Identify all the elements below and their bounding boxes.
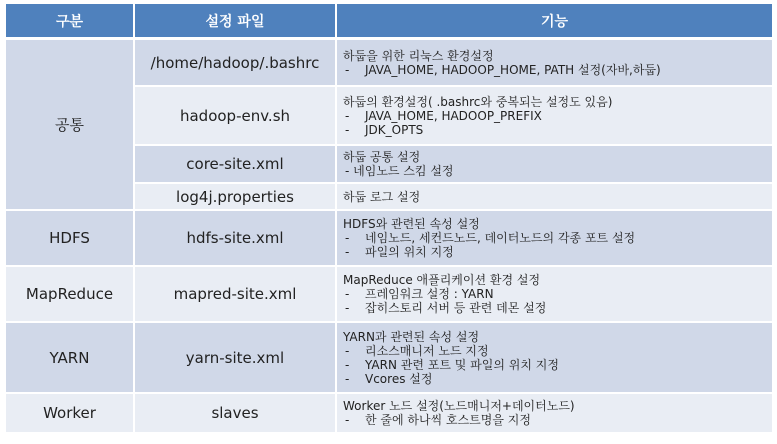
hadoop-config-table bbox=[6, 4, 772, 434]
function-item: - YARN 관련 포트 및 파일의 위치 지정 bbox=[345, 357, 559, 372]
function-item: - 네임노드, 세컨드노드, 데이터노드의 각종 포트 설정 bbox=[345, 231, 636, 245]
config-file-cell: hadoop-env.sh bbox=[135, 87, 337, 146]
config-table-container bbox=[6, 4, 772, 434]
function-item: - JDK_OPTS bbox=[345, 122, 424, 137]
category-cell: 공통 bbox=[6, 40, 135, 211]
table-row bbox=[6, 211, 772, 267]
header-function: 기능 bbox=[337, 4, 772, 40]
config-file-cell: core-site.xml bbox=[135, 146, 337, 184]
table-row bbox=[6, 323, 772, 394]
function-cell bbox=[337, 323, 772, 394]
function-cell bbox=[337, 394, 772, 434]
function-item: - 프레임워크 설정 : YARN bbox=[345, 287, 494, 301]
function-title: MapReduce 애플리케이션 환경 설정 bbox=[343, 273, 541, 287]
category-cell: MapReduce bbox=[6, 267, 135, 323]
function-item: - JAVA_HOME, HADOOP_PREFIX bbox=[345, 108, 542, 123]
function-cell bbox=[337, 40, 772, 87]
function-item: - 잡히스토리 서버 등 관련 데몬 설정 bbox=[345, 301, 547, 315]
function-title: Worker 노드 설정(노드매니저+데이터노드) bbox=[343, 399, 575, 413]
function-item: - 리소스매니저 노드 지정 bbox=[345, 343, 489, 358]
function-cell bbox=[337, 267, 772, 323]
function-title: 하둡 로그 설정 bbox=[343, 189, 421, 204]
config-file-cell: slaves bbox=[135, 394, 337, 434]
function-item: - JAVA_HOME, HADOOP_HOME, PATH 설정(자바,하둡) bbox=[345, 62, 661, 77]
function-title: YARN과 관련된 속성 설정 bbox=[343, 329, 480, 344]
config-file-cell: /home/hadoop/.bashrc bbox=[135, 40, 337, 87]
config-file-cell: hdfs-site.xml bbox=[135, 211, 337, 267]
config-file-cell: log4j.properties bbox=[135, 184, 337, 211]
function-title: 하둡의 환경설정( .bashrc와 중복되는 설정도 있음) bbox=[343, 94, 613, 109]
function-title: 하둡 공통 설정 bbox=[343, 150, 421, 164]
function-item: - 파일의 위치 지정 bbox=[345, 245, 454, 259]
category-cell: HDFS bbox=[6, 211, 135, 267]
category-cell: YARN bbox=[6, 323, 135, 394]
table-row bbox=[6, 394, 772, 434]
header-config-file: 설정 파일 bbox=[135, 4, 337, 40]
config-file-cell: mapred-site.xml bbox=[135, 267, 337, 323]
function-item: - Vcores 설정 bbox=[345, 371, 433, 386]
config-file-cell: yarn-site.xml bbox=[135, 323, 337, 394]
function-cell bbox=[337, 87, 772, 146]
function-item: - 한 줄에 하나씩 호스트명을 지정 bbox=[345, 413, 531, 427]
function-cell bbox=[337, 211, 772, 267]
header-category: 구분 bbox=[6, 4, 135, 40]
table-row bbox=[6, 40, 772, 87]
category-cell: Worker bbox=[6, 394, 135, 434]
function-title: HDFS와 관련된 속성 설정 bbox=[343, 217, 480, 231]
function-item: - 네임노드 스킴 설정 bbox=[345, 164, 454, 178]
table-header-row bbox=[6, 4, 772, 40]
table-row bbox=[6, 267, 772, 323]
function-title: 하둡을 위한 리눅스 환경설정 bbox=[343, 48, 494, 63]
function-cell bbox=[337, 184, 772, 211]
function-cell bbox=[337, 146, 772, 184]
